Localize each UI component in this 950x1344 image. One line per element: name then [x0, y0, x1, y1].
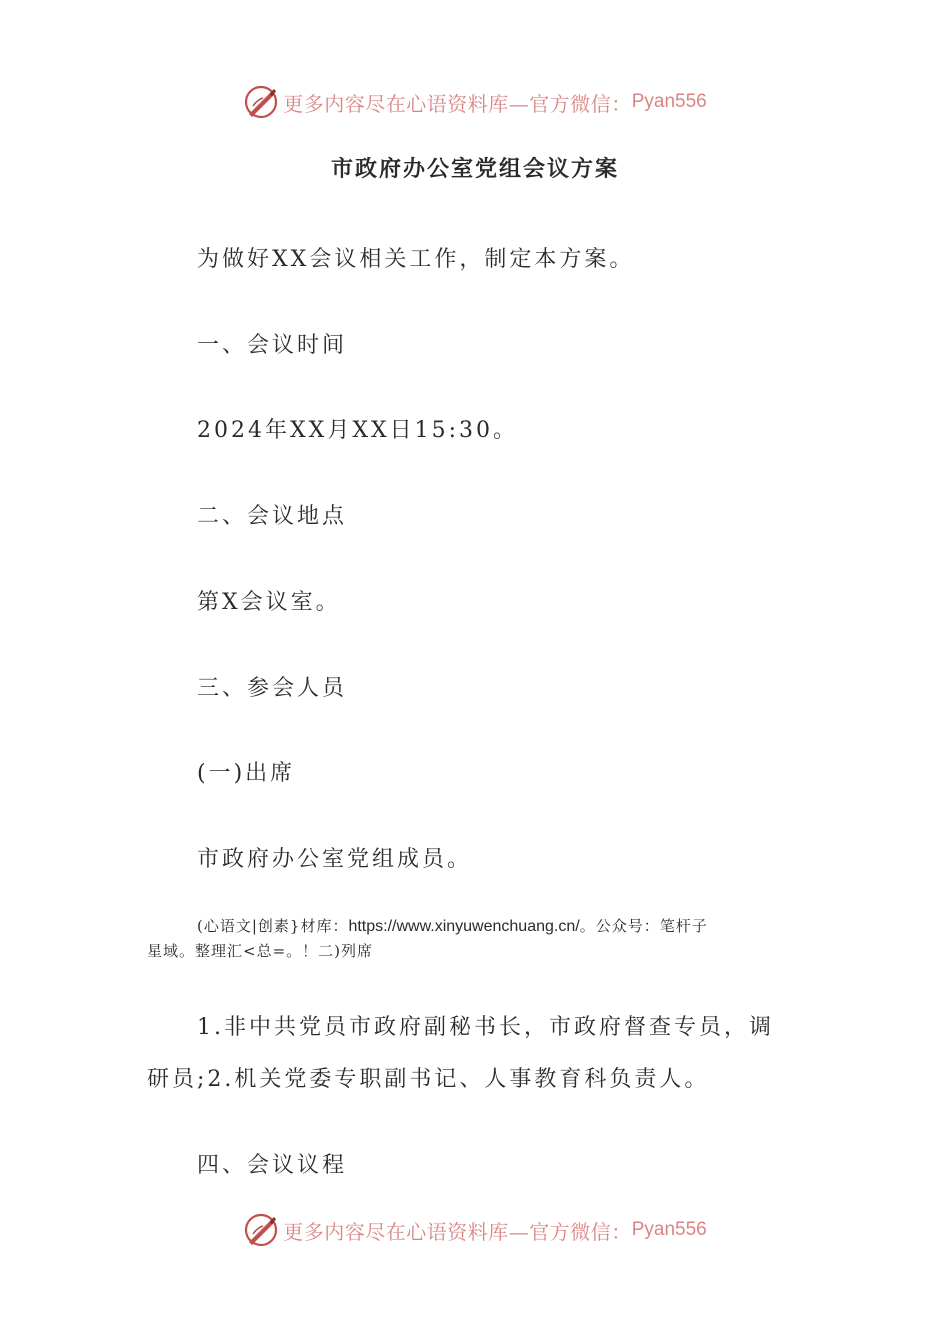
banner-text: 更多内容尽在心语资料库—官方微信：	[283, 91, 632, 116]
source-note-line-2: 星域。整理汇<总=。！二)列席	[147, 942, 373, 960]
section-heading-attendees: 三、参会人员	[197, 676, 348, 701]
source-note-line-1	[147, 914, 807, 939]
intro-paragraph: 为做好XX会议相关工作，制定本方案。	[197, 247, 635, 272]
section-heading-time: 一、会议时间	[197, 333, 348, 358]
banner-text: 更多内容尽在心语资料库—官方微信：	[283, 1219, 632, 1244]
source-note-prefix: (心语文|创素}材库：	[197, 917, 349, 935]
subsection-heading-present: (一)出席	[197, 761, 296, 786]
present-members: 市政府办公室党组成员。	[197, 847, 473, 872]
banner-wechat-id: Pyan556	[631, 91, 707, 112]
header-banner	[0, 80, 950, 124]
section-heading-location: 二、会议地点	[197, 504, 348, 529]
meeting-location: 第X会议室。	[197, 590, 341, 615]
attendees-paragraph	[147, 1002, 797, 1106]
meeting-time: 2024年XX月XX日15:30。	[197, 418, 519, 443]
source-note-suffix: 。公众号：笔杆子	[579, 917, 708, 935]
banner-wechat-id: Pyan556	[631, 1219, 707, 1240]
section-heading-agenda: 四、会议议程	[197, 1153, 348, 1178]
pen-logo-icon	[243, 1212, 279, 1248]
attendees-text: 1.非中共党员市政府副秘书长，市政府督查专员，调研员;2.机关党委专职副书记、人事教育科负责人。	[147, 1015, 774, 1092]
source-note-url: https://www.xinyuwenchuang.cn/	[348, 918, 580, 935]
pen-logo-icon	[243, 84, 279, 120]
document-title: 市政府办公室党组会议方案	[330, 156, 619, 182]
footer-banner	[0, 1208, 950, 1252]
source-note	[147, 914, 807, 964]
